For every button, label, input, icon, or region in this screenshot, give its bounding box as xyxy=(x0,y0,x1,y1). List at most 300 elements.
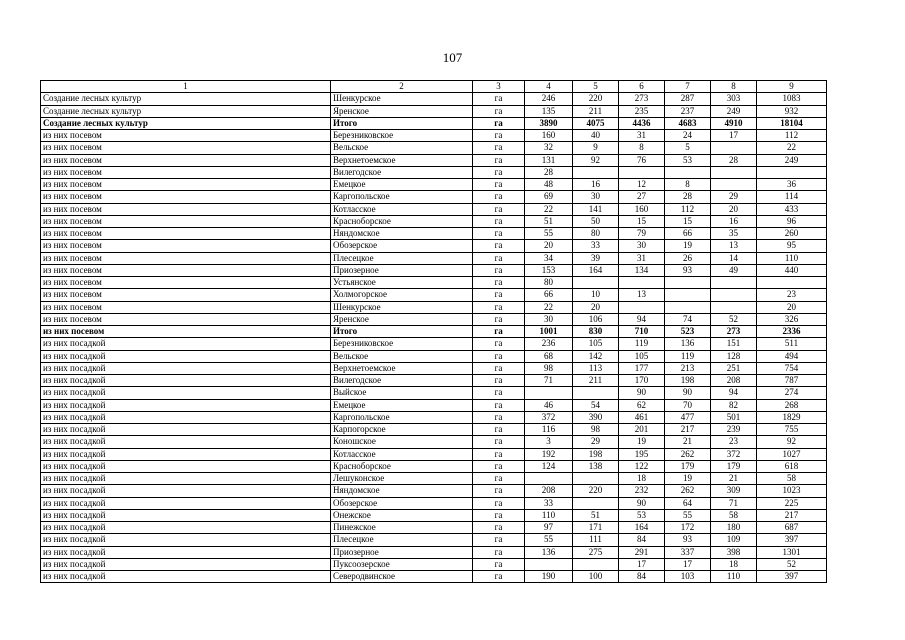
total-cell: 440 xyxy=(757,264,827,276)
value-cell: 180 xyxy=(711,522,757,534)
value-cell: 116 xyxy=(525,424,573,436)
value-cell xyxy=(665,301,711,313)
value-cell: 3890 xyxy=(525,117,573,129)
value-cell: 9 xyxy=(573,142,619,154)
value-cell: 90 xyxy=(665,387,711,399)
value-cell: 66 xyxy=(525,289,573,301)
value-cell: 98 xyxy=(573,424,619,436)
unit-cell: га xyxy=(473,313,525,325)
value-cell xyxy=(573,558,619,570)
total-cell: 225 xyxy=(757,497,827,509)
forestry-cell: Вилегодское xyxy=(331,375,473,387)
forestry-cell: Верхнетоемское xyxy=(331,362,473,374)
table-row xyxy=(41,362,827,374)
table-row xyxy=(41,215,827,227)
value-cell: 39 xyxy=(573,252,619,264)
value-cell: 50 xyxy=(573,215,619,227)
value-cell xyxy=(619,166,665,178)
unit-cell: га xyxy=(473,375,525,387)
total-cell: 755 xyxy=(757,424,827,436)
forestry-cell: Емецкое xyxy=(331,179,473,191)
value-cell: 17 xyxy=(619,558,665,570)
activity-cell: из них посевом xyxy=(41,228,331,240)
value-cell: 3 xyxy=(525,436,573,448)
forestry-cell: Няндомское xyxy=(331,228,473,240)
total-cell: 1023 xyxy=(757,485,827,497)
value-cell: 122 xyxy=(619,460,665,472)
value-cell: 17 xyxy=(665,558,711,570)
activity-cell: из них посадкой xyxy=(41,362,331,374)
value-cell: 98 xyxy=(525,362,573,374)
value-cell: 201 xyxy=(619,424,665,436)
value-cell: 171 xyxy=(573,522,619,534)
column-number-cell: 1 xyxy=(41,81,331,93)
value-cell: 309 xyxy=(711,485,757,497)
value-cell xyxy=(711,289,757,301)
header-row xyxy=(41,81,827,93)
total-cell: 274 xyxy=(757,387,827,399)
activity-cell: из них посевом xyxy=(41,179,331,191)
table-row xyxy=(41,473,827,485)
total-cell: 92 xyxy=(757,436,827,448)
unit-cell: га xyxy=(473,228,525,240)
value-cell: 105 xyxy=(619,350,665,362)
unit-cell: га xyxy=(473,130,525,142)
activity-cell: из них посевом xyxy=(41,215,331,227)
unit-cell: га xyxy=(473,546,525,558)
value-cell: 54 xyxy=(573,399,619,411)
table-row xyxy=(41,350,827,362)
value-cell: 66 xyxy=(665,228,711,240)
total-cell: 932 xyxy=(757,105,827,117)
value-cell: 28 xyxy=(525,166,573,178)
value-cell: 23 xyxy=(711,436,757,448)
value-cell: 100 xyxy=(573,571,619,583)
value-cell: 303 xyxy=(711,93,757,105)
value-cell: 262 xyxy=(665,485,711,497)
column-number-cell: 7 xyxy=(665,81,711,93)
table-row xyxy=(41,228,827,240)
unit-cell: га xyxy=(473,240,525,252)
table-row xyxy=(41,264,827,276)
value-cell xyxy=(619,277,665,289)
table-row xyxy=(41,546,827,558)
value-cell: 74 xyxy=(665,313,711,325)
value-cell: 5 xyxy=(665,142,711,154)
unit-cell: га xyxy=(473,509,525,521)
forestry-cell: Вельское xyxy=(331,142,473,154)
value-cell: 21 xyxy=(665,436,711,448)
activity-cell: из них посадкой xyxy=(41,375,331,387)
activity-cell: из них посадкой xyxy=(41,571,331,583)
value-cell: 220 xyxy=(573,485,619,497)
value-cell: 251 xyxy=(711,362,757,374)
value-cell: 398 xyxy=(711,546,757,558)
forestry-cell: Котласское xyxy=(331,203,473,215)
value-cell: 141 xyxy=(573,203,619,215)
total-cell: 96 xyxy=(757,215,827,227)
forestry-cell: Обозерское xyxy=(331,497,473,509)
value-cell: 55 xyxy=(525,228,573,240)
forestry-cell: Обозерское xyxy=(331,240,473,252)
total-cell: 18104 xyxy=(757,117,827,129)
unit-cell: га xyxy=(473,154,525,166)
activity-cell: из них посевом xyxy=(41,154,331,166)
value-cell: 179 xyxy=(711,460,757,472)
value-cell: 136 xyxy=(525,546,573,558)
forestry-cell: Холмогорское xyxy=(331,289,473,301)
value-cell xyxy=(665,289,711,301)
page-number: 107 xyxy=(442,50,463,65)
unit-cell: га xyxy=(473,338,525,350)
activity-cell: из них посевом xyxy=(41,289,331,301)
table-row xyxy=(41,326,827,338)
value-cell: 113 xyxy=(573,362,619,374)
unit-cell: га xyxy=(473,497,525,509)
unit-cell: га xyxy=(473,485,525,497)
total-cell: 1829 xyxy=(757,411,827,423)
table-row xyxy=(41,460,827,472)
value-cell: 93 xyxy=(665,264,711,276)
value-cell: 273 xyxy=(711,326,757,338)
value-cell: 22 xyxy=(525,203,573,215)
forestry-cell: Шенкурское xyxy=(331,301,473,313)
value-cell: 18 xyxy=(619,473,665,485)
value-cell: 26 xyxy=(665,252,711,264)
value-cell: 71 xyxy=(711,497,757,509)
unit-cell: га xyxy=(473,142,525,154)
value-cell xyxy=(573,497,619,509)
unit-cell: га xyxy=(473,117,525,129)
total-cell: 114 xyxy=(757,191,827,203)
forestry-cell: Красноборское xyxy=(331,215,473,227)
unit-cell: га xyxy=(473,203,525,215)
forestry-cell: Выйское xyxy=(331,387,473,399)
unit-cell: га xyxy=(473,289,525,301)
value-cell: 136 xyxy=(665,338,711,350)
table-row xyxy=(41,313,827,325)
value-cell: 477 xyxy=(665,411,711,423)
unit-cell: га xyxy=(473,277,525,289)
value-cell: 80 xyxy=(573,228,619,240)
value-cell: 28 xyxy=(665,191,711,203)
value-cell: 232 xyxy=(619,485,665,497)
value-cell: 131 xyxy=(525,154,573,166)
value-cell: 195 xyxy=(619,448,665,460)
table-row xyxy=(41,338,827,350)
total-cell: 397 xyxy=(757,534,827,546)
table-row xyxy=(41,154,827,166)
table-row xyxy=(41,191,827,203)
value-cell: 22 xyxy=(525,301,573,313)
value-cell: 21 xyxy=(711,473,757,485)
value-cell: 16 xyxy=(711,215,757,227)
total-cell: 787 xyxy=(757,375,827,387)
table-row xyxy=(41,277,827,289)
value-cell: 217 xyxy=(665,424,711,436)
value-cell: 830 xyxy=(573,326,619,338)
total-cell: 618 xyxy=(757,460,827,472)
forestry-cell: Пуксоозерское xyxy=(331,558,473,570)
value-cell: 106 xyxy=(573,313,619,325)
value-cell: 138 xyxy=(573,460,619,472)
value-cell: 70 xyxy=(665,399,711,411)
forest-cultures-table xyxy=(40,80,827,583)
table-row xyxy=(41,301,827,313)
table-row xyxy=(41,411,827,423)
forestry-cell: Плесецкое xyxy=(331,252,473,264)
value-cell: 55 xyxy=(525,534,573,546)
activity-cell: Создание лесных культур xyxy=(41,93,331,105)
activity-cell: из них посевом xyxy=(41,203,331,215)
unit-cell: га xyxy=(473,424,525,436)
value-cell: 31 xyxy=(619,252,665,264)
value-cell: 198 xyxy=(573,448,619,460)
value-cell: 179 xyxy=(665,460,711,472)
value-cell: 20 xyxy=(525,240,573,252)
table-row xyxy=(41,93,827,105)
activity-cell: из них посадкой xyxy=(41,350,331,362)
value-cell xyxy=(711,142,757,154)
table-row xyxy=(41,522,827,534)
value-cell: 172 xyxy=(665,522,711,534)
total-cell: 397 xyxy=(757,571,827,583)
unit-cell: га xyxy=(473,264,525,276)
unit-cell: га xyxy=(473,571,525,583)
value-cell: 112 xyxy=(665,203,711,215)
value-cell xyxy=(525,558,573,570)
value-cell: 51 xyxy=(525,215,573,227)
value-cell: 198 xyxy=(665,375,711,387)
total-cell: 494 xyxy=(757,350,827,362)
value-cell: 20 xyxy=(711,203,757,215)
table-row xyxy=(41,117,827,129)
value-cell: 90 xyxy=(619,497,665,509)
value-cell: 164 xyxy=(573,264,619,276)
value-cell: 80 xyxy=(525,277,573,289)
table-row xyxy=(41,252,827,264)
value-cell: 12 xyxy=(619,179,665,191)
value-cell: 4436 xyxy=(619,117,665,129)
value-cell xyxy=(525,387,573,399)
table-row xyxy=(41,105,827,117)
value-cell: 32 xyxy=(525,142,573,154)
value-cell: 55 xyxy=(665,509,711,521)
forestry-cell: Яренское xyxy=(331,313,473,325)
value-cell: 40 xyxy=(573,130,619,142)
activity-cell: из них посевом xyxy=(41,326,331,338)
table-row xyxy=(41,289,827,301)
total-cell: 1083 xyxy=(757,93,827,105)
value-cell: 52 xyxy=(711,313,757,325)
unit-cell: га xyxy=(473,326,525,338)
activity-cell: из них посадкой xyxy=(41,436,331,448)
total-cell: 511 xyxy=(757,338,827,350)
activity-cell: из них посадкой xyxy=(41,338,331,350)
activity-cell: из них посевом xyxy=(41,142,331,154)
value-cell xyxy=(619,301,665,313)
value-cell: 164 xyxy=(619,522,665,534)
table-row xyxy=(41,142,827,154)
forestry-cell: Красноборское xyxy=(331,460,473,472)
value-cell: 8 xyxy=(665,179,711,191)
value-cell xyxy=(665,277,711,289)
value-cell: 20 xyxy=(573,301,619,313)
forestry-cell: Приозерное xyxy=(331,264,473,276)
activity-cell: из них посадкой xyxy=(41,546,331,558)
unit-cell: га xyxy=(473,534,525,546)
total-cell: 20 xyxy=(757,301,827,313)
value-cell xyxy=(711,277,757,289)
value-cell: 58 xyxy=(711,509,757,521)
value-cell: 84 xyxy=(619,534,665,546)
value-cell: 94 xyxy=(711,387,757,399)
unit-cell: га xyxy=(473,93,525,105)
table-row xyxy=(41,387,827,399)
value-cell: 76 xyxy=(619,154,665,166)
activity-cell: из них посадкой xyxy=(41,448,331,460)
value-cell: 84 xyxy=(619,571,665,583)
value-cell: 4075 xyxy=(573,117,619,129)
table-row xyxy=(41,534,827,546)
value-cell xyxy=(711,301,757,313)
total-cell: 433 xyxy=(757,203,827,215)
value-cell: 14 xyxy=(711,252,757,264)
value-cell: 28 xyxy=(711,154,757,166)
activity-cell: из них посадкой xyxy=(41,558,331,570)
value-cell: 34 xyxy=(525,252,573,264)
value-cell: 51 xyxy=(573,509,619,521)
value-cell: 94 xyxy=(619,313,665,325)
activity-cell: из них посадкой xyxy=(41,473,331,485)
value-cell: 111 xyxy=(573,534,619,546)
unit-cell: га xyxy=(473,522,525,534)
unit-cell: га xyxy=(473,387,525,399)
value-cell xyxy=(711,166,757,178)
value-cell: 119 xyxy=(619,338,665,350)
total-cell: 268 xyxy=(757,399,827,411)
column-number-cell: 6 xyxy=(619,81,665,93)
table-row xyxy=(41,166,827,178)
activity-cell: из них посевом xyxy=(41,301,331,313)
value-cell: 64 xyxy=(665,497,711,509)
activity-cell: из них посадкой xyxy=(41,424,331,436)
forestry-cell: Приозерное xyxy=(331,546,473,558)
total-cell: 1301 xyxy=(757,546,827,558)
total-cell: 110 xyxy=(757,252,827,264)
value-cell: 4910 xyxy=(711,117,757,129)
value-cell: 27 xyxy=(619,191,665,203)
value-cell: 16 xyxy=(573,179,619,191)
total-cell: 260 xyxy=(757,228,827,240)
unit-cell: га xyxy=(473,473,525,485)
total-cell xyxy=(757,277,827,289)
table-row xyxy=(41,424,827,436)
unit-cell: га xyxy=(473,460,525,472)
table-row xyxy=(41,130,827,142)
forestry-cell: Березниковское xyxy=(331,338,473,350)
value-cell: 92 xyxy=(573,154,619,166)
column-number-cell: 5 xyxy=(573,81,619,93)
forestry-cell: Котласское xyxy=(331,448,473,460)
value-cell: 501 xyxy=(711,411,757,423)
value-cell: 46 xyxy=(525,399,573,411)
value-cell: 710 xyxy=(619,326,665,338)
value-cell: 372 xyxy=(525,411,573,423)
value-cell: 246 xyxy=(525,93,573,105)
value-cell: 390 xyxy=(573,411,619,423)
value-cell xyxy=(573,277,619,289)
value-cell: 68 xyxy=(525,350,573,362)
value-cell: 275 xyxy=(573,546,619,558)
value-cell: 208 xyxy=(525,485,573,497)
forestry-cell: Емецкое xyxy=(331,399,473,411)
value-cell: 90 xyxy=(619,387,665,399)
unit-cell: га xyxy=(473,448,525,460)
value-cell: 17 xyxy=(711,130,757,142)
value-cell: 135 xyxy=(525,105,573,117)
unit-cell: га xyxy=(473,105,525,117)
table-row xyxy=(41,448,827,460)
value-cell: 15 xyxy=(665,215,711,227)
value-cell: 262 xyxy=(665,448,711,460)
value-cell: 128 xyxy=(711,350,757,362)
value-cell: 461 xyxy=(619,411,665,423)
activity-cell: из них посадкой xyxy=(41,460,331,472)
value-cell: 62 xyxy=(619,399,665,411)
total-cell: 22 xyxy=(757,142,827,154)
column-number-cell: 8 xyxy=(711,81,757,93)
unit-cell: га xyxy=(473,301,525,313)
total-cell: 36 xyxy=(757,179,827,191)
forestry-cell: Итого xyxy=(331,326,473,338)
value-cell: 4683 xyxy=(665,117,711,129)
value-cell: 213 xyxy=(665,362,711,374)
value-cell: 30 xyxy=(619,240,665,252)
value-cell: 29 xyxy=(573,436,619,448)
column-number-cell: 4 xyxy=(525,81,573,93)
table-row xyxy=(41,571,827,583)
value-cell: 19 xyxy=(665,240,711,252)
total-cell: 95 xyxy=(757,240,827,252)
forestry-cell: Вельское xyxy=(331,350,473,362)
column-number-cell: 2 xyxy=(331,81,473,93)
activity-cell: из них посадкой xyxy=(41,411,331,423)
forestry-cell: Каргопольское xyxy=(331,411,473,423)
value-cell: 19 xyxy=(665,473,711,485)
total-cell: 217 xyxy=(757,509,827,521)
unit-cell: га xyxy=(473,350,525,362)
value-cell: 134 xyxy=(619,264,665,276)
unit-cell: га xyxy=(473,399,525,411)
value-cell: 71 xyxy=(525,375,573,387)
value-cell: 13 xyxy=(619,289,665,301)
activity-cell: из них посевом xyxy=(41,264,331,276)
value-cell: 192 xyxy=(525,448,573,460)
value-cell xyxy=(665,166,711,178)
table-row xyxy=(41,558,827,570)
activity-cell: Создание лесных культур xyxy=(41,105,331,117)
forestry-cell: Плесецкое xyxy=(331,534,473,546)
unit-cell: га xyxy=(473,215,525,227)
total-cell: 249 xyxy=(757,154,827,166)
value-cell: 13 xyxy=(711,240,757,252)
forestry-cell: Вилегодское xyxy=(331,166,473,178)
value-cell: 170 xyxy=(619,375,665,387)
unit-cell: га xyxy=(473,166,525,178)
table-row xyxy=(41,375,827,387)
value-cell: 110 xyxy=(525,509,573,521)
